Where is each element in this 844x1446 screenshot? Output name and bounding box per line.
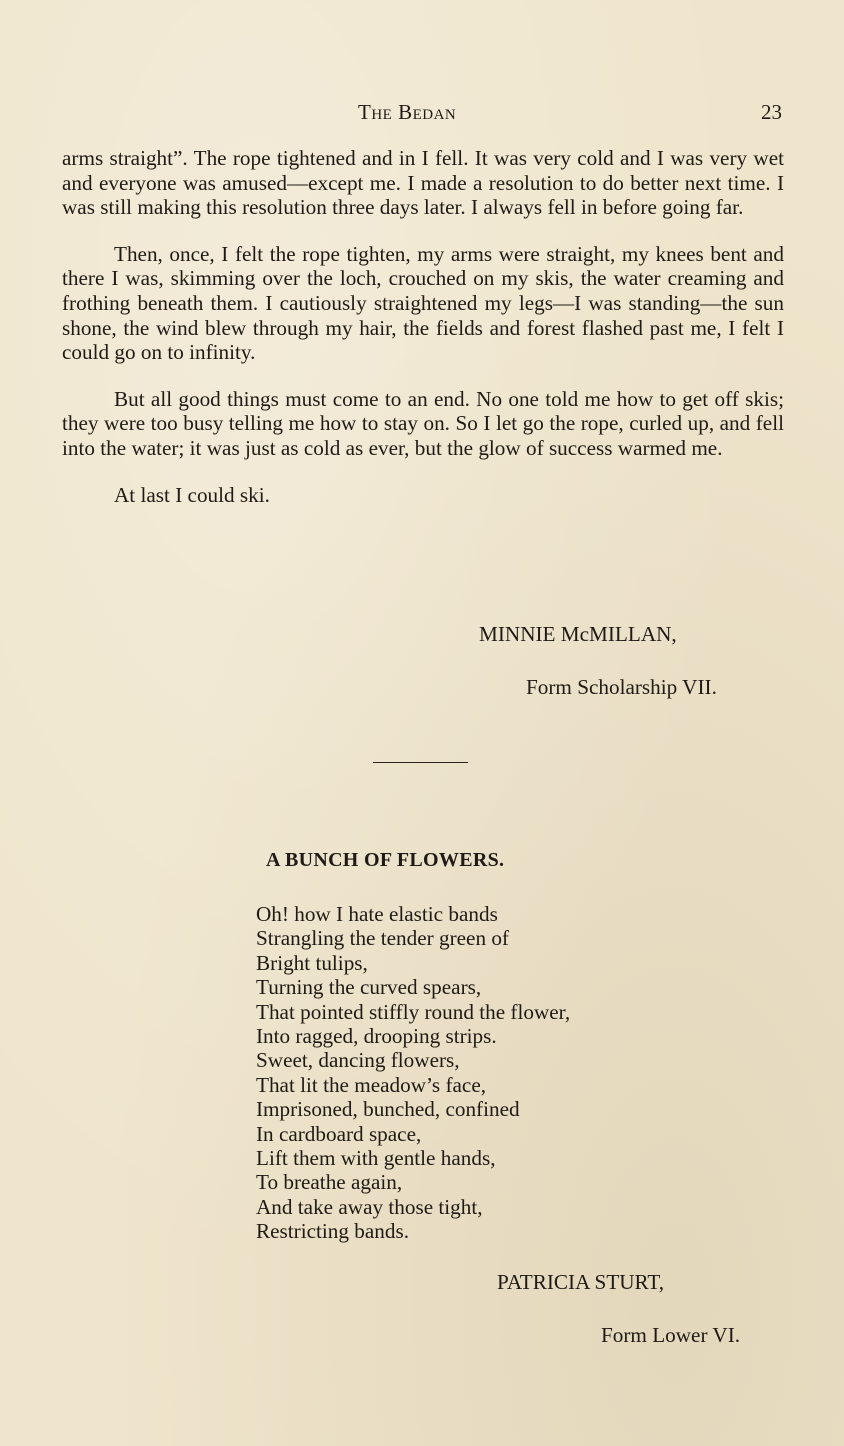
poem-line: Strangling the tender green of <box>256 926 509 951</box>
story-paragraph: But all good things must come to an end. No one told me how to get off skis; they were too busy telling me how to stay on. So I let go the rope, curled up, and fell into the water; it was just as cold as ever, but the glow of success warmed me. <box>62 386 784 460</box>
poem-line: Sweet, dancing flowers, <box>256 1048 460 1073</box>
journal-title: The Bedan <box>358 100 457 124</box>
poem-title: A BUNCH OF FLOWERS. <box>266 849 505 871</box>
poem-line: That pointed stiffly round the flower, <box>256 999 571 1024</box>
story-paragraph: At last I could ski. <box>114 482 270 507</box>
poem-line: In cardboard space, <box>256 1121 422 1146</box>
poem-line: Imprisoned, bunched, confined <box>256 1097 520 1122</box>
story-paragraph: Then, once, I felt the rope tighten, my arms were straight, my knees bent and there I was, skimming over the loch, crouched on my skis, the water creaming and frothing beneath them. I cautiously straightened my legs—I was standing—the sun shone, the wind blew through my hair, the fields and forest flashed past me, I felt I could go on to infinity. <box>62 241 784 365</box>
story-author: MINNIE McMILLAN, <box>479 622 677 646</box>
poem-line: Bright tulips, <box>256 950 368 975</box>
section-divider <box>373 762 468 763</box>
story-body <box>62 146 784 529</box>
poem-line: Turning the curved spears, <box>256 975 482 1000</box>
poem-line: Into ragged, drooping strips. <box>256 1024 497 1049</box>
running-head <box>0 100 844 130</box>
story-paragraph: arms straight”. The rope tightened and in I fell. It was very cold and I was very wet and everyone was amused—except me. I made a resolution to do better next time. I was still making this resolution three days later. I always fell in before going far. <box>62 146 784 220</box>
page-number: 23 <box>761 100 782 124</box>
poem-line: Lift them with gentle hands, <box>256 1146 496 1171</box>
poem-line: That lit the meadow’s face, <box>256 1072 487 1097</box>
story-author-form: Form Scholarship VII. <box>526 675 717 699</box>
poem-author-form: Form Lower VI. <box>601 1323 741 1347</box>
poem-author: PATRICIA STURT, <box>497 1270 665 1294</box>
poem-line: To breathe again, <box>256 1170 403 1195</box>
poem-line: Restricting bands. <box>256 1219 409 1244</box>
poem-line: Oh! how I hate elastic bands <box>256 902 498 926</box>
poem-body <box>256 902 570 1244</box>
poem-line: And take away those tight, <box>256 1194 483 1219</box>
